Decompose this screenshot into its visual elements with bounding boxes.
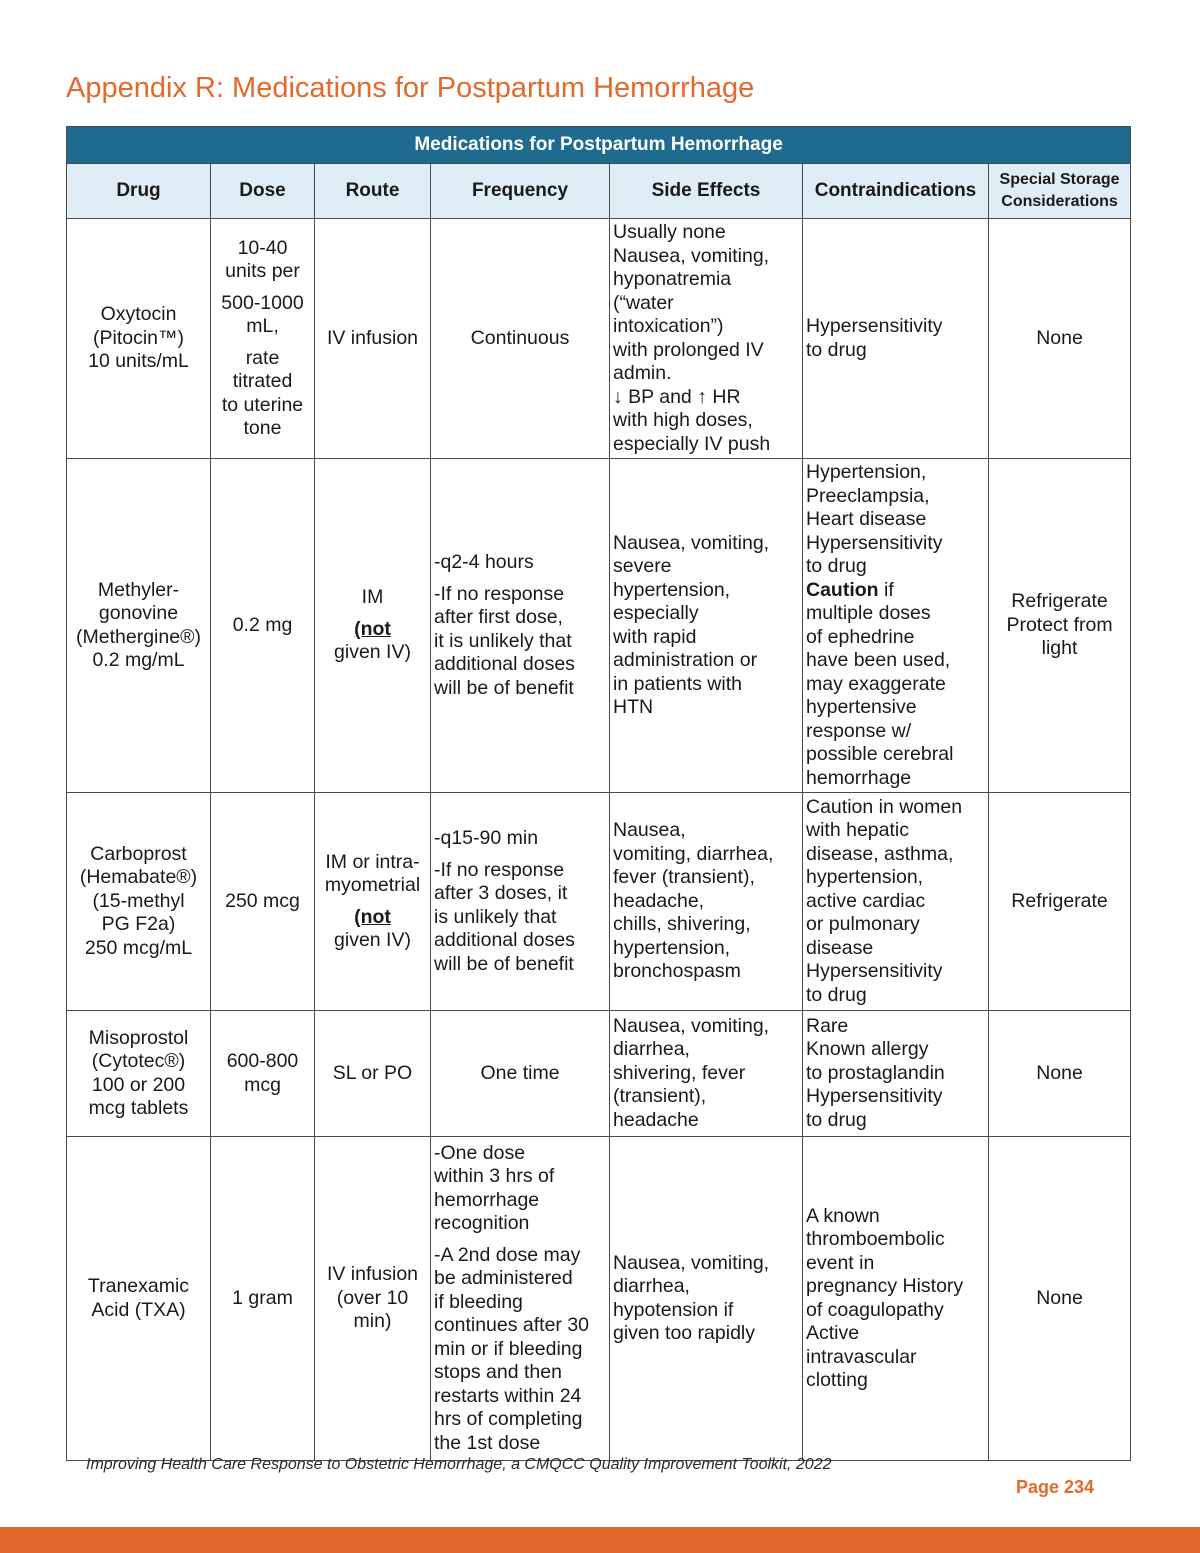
text-line: titrated	[232, 370, 293, 392]
text-line: 500-1000	[221, 291, 304, 314]
text-line: given IV)	[334, 929, 411, 951]
text-line: clotting	[806, 1369, 868, 1391]
text-line: additional doses	[434, 929, 575, 951]
text-line: hrs of completing	[434, 1408, 583, 1431]
text-line: (transient),	[613, 1085, 707, 1108]
header-route: Route	[315, 164, 431, 219]
header-row	[67, 164, 1131, 219]
text-line: A known	[806, 1204, 880, 1227]
text-line: of coagulopathy	[806, 1298, 944, 1321]
text-line: after 3 doses, it	[434, 882, 568, 904]
text-line: to drug	[806, 555, 867, 577]
table-row-methylergonovine	[67, 459, 1131, 793]
text-line: light	[1041, 637, 1078, 660]
text-line: hypertension,	[613, 578, 731, 601]
cell-side-effects	[610, 459, 803, 793]
text-line: -One dose	[434, 1141, 526, 1164]
text-line: (Hemabate®)	[79, 866, 198, 889]
header-storage-line: Special Storage	[999, 171, 1120, 188]
text-line: continues after 30	[434, 1314, 590, 1337]
cell-drug	[67, 793, 211, 1011]
text-line: (Methergine®)	[76, 625, 201, 648]
cell-dose: 250 mcg	[211, 793, 315, 1011]
text-line: fever (transient),	[613, 866, 755, 889]
text-line: hemorrhage	[806, 766, 912, 789]
text-line: Rare	[806, 1014, 849, 1037]
cell-dose	[211, 219, 315, 459]
header-side-effects: Side Effects	[610, 164, 803, 219]
text-line: Hypersensitivity	[806, 960, 943, 983]
text-line: hemorrhage	[434, 1188, 540, 1211]
text-line: -If no response	[434, 582, 565, 605]
text-line: Oxytocin	[100, 303, 177, 326]
text-line: 0.2 mg/mL	[92, 649, 185, 671]
text-line: administration or	[613, 649, 758, 671]
text-line: disease	[806, 936, 874, 959]
text-line: with hepatic	[806, 819, 909, 842]
cell-route	[315, 1137, 431, 1461]
cell-contraindications	[803, 793, 989, 1011]
cell-contraindications	[803, 459, 989, 793]
cell-frequency	[431, 459, 610, 793]
text-line: Nausea,	[613, 819, 686, 842]
text-line: Protect from	[1006, 613, 1113, 636]
text-line: Nausea, vomiting,	[613, 244, 770, 267]
cell-contraindications	[803, 1011, 989, 1137]
caution-line	[806, 579, 985, 603]
text-line: headache,	[613, 889, 705, 912]
text-line: hyponatremia	[613, 268, 732, 290]
text-line: Tranexamic	[87, 1275, 190, 1297]
text-line: severe	[613, 555, 672, 577]
text-line: given too rapidly	[613, 1322, 756, 1344]
text-line: 600-800	[226, 1050, 299, 1072]
text-line: 250 mcg/mL	[84, 936, 193, 959]
cell-storage	[989, 459, 1131, 793]
text-line: -q15-90 min	[434, 827, 539, 849]
text-line: (15-methyl	[92, 889, 185, 912]
cell-dose: 0.2 mg	[211, 459, 315, 793]
text-line: Caution in women	[806, 795, 963, 818]
text-line: hypertension,	[613, 936, 731, 959]
text-line: diarrhea,	[613, 1038, 690, 1061]
cell-drug	[67, 219, 211, 459]
text-line: Hypertension,	[806, 461, 927, 483]
header-storage	[989, 164, 1131, 219]
cell-storage: None	[989, 219, 1131, 459]
text-line: with high doses,	[613, 409, 753, 431]
text-line: mcg	[244, 1073, 281, 1096]
text-line: (over 10	[336, 1286, 409, 1309]
text-line: Refrigerate	[1011, 590, 1108, 613]
text-line: possible cerebral	[806, 743, 954, 765]
text-line: 100 or 200	[91, 1073, 186, 1096]
text-line: Usually none	[613, 221, 726, 243]
cell-route	[315, 459, 431, 793]
text-line: (not	[354, 617, 391, 640]
text-line: will be of benefit	[434, 952, 574, 975]
text-line: intravascular	[806, 1345, 917, 1368]
text-line: vomiting, diarrhea,	[613, 842, 774, 865]
text-line: to drug	[806, 338, 867, 361]
cell-drug	[67, 459, 211, 793]
text-line: Active	[806, 1322, 860, 1344]
text-line: response w/	[806, 719, 912, 742]
cell-frequency	[431, 1137, 610, 1461]
cell-frequency: Continuous	[431, 219, 610, 459]
text-line: Carboprost	[90, 842, 187, 865]
text-line: is unlikely that	[434, 905, 557, 928]
text-line: be administered	[434, 1267, 573, 1290]
text-line: -If no response	[434, 858, 565, 881]
text-line: intoxication”)	[613, 315, 724, 337]
text-line: within 3 hrs of	[434, 1165, 555, 1188]
cell-side-effects	[610, 219, 803, 459]
text-line: event in	[806, 1251, 875, 1274]
text-line: disease, asthma,	[806, 842, 954, 865]
text-line: given IV)	[334, 641, 411, 664]
cell-storage: None	[989, 1011, 1131, 1137]
text-line: IM or intra-	[325, 850, 420, 873]
text-line: Nausea, vomiting,	[613, 1251, 770, 1274]
cell-side-effects	[610, 1137, 803, 1461]
text-line: Nausea, vomiting,	[613, 531, 770, 554]
text-line: (not	[354, 905, 391, 928]
cell-dose	[211, 1011, 315, 1137]
text-line: 10-40	[237, 236, 288, 259]
text-line: Known allergy	[806, 1038, 929, 1061]
page-title: Appendix R: Medications for Postpartum Hemorrhage	[66, 72, 755, 104]
text-line: it is unlikely that	[434, 629, 572, 652]
text-line: Hypersensitivity	[806, 1085, 943, 1108]
page-number: Page 234	[1015, 1477, 1094, 1497]
text-line: active cardiac	[806, 889, 926, 912]
text-line: to drug	[806, 983, 867, 1006]
text-line: units per	[225, 260, 300, 282]
text-line: the 1st dose	[434, 1431, 541, 1454]
text-line: hypertension,	[806, 866, 924, 889]
text-line: especially	[613, 602, 699, 624]
text-line: IM	[361, 586, 384, 609]
cell-frequency: One time	[431, 1011, 610, 1137]
text-line: min)	[353, 1310, 392, 1333]
text-line: hypertensive	[806, 696, 917, 718]
text-line: mL,	[246, 315, 279, 337]
text-line: to uterine	[221, 393, 304, 416]
text-line: (Pitocin™)	[92, 326, 185, 349]
text-line: will be of benefit	[434, 676, 574, 699]
text-line: (“water	[613, 291, 674, 314]
cell-frequency	[431, 793, 610, 1011]
text-line: pregnancy History	[806, 1275, 964, 1297]
text-line: gonovine	[98, 602, 179, 624]
text-line: Preeclampsia,	[806, 484, 930, 507]
table-row-misoprostol	[67, 1011, 1131, 1137]
text-line: Methyler-	[97, 578, 180, 601]
text-line: diarrhea,	[613, 1275, 690, 1297]
cell-drug	[67, 1011, 211, 1137]
cell-drug	[67, 1137, 211, 1461]
text-line: to prostaglandin	[806, 1061, 945, 1084]
text-line: hypotension if	[613, 1298, 734, 1321]
text-line: min or if bleeding	[434, 1337, 583, 1360]
table-banner: Medications for Postpartum Hemorrhage	[67, 127, 1131, 164]
table-row-tranexamic-acid	[67, 1137, 1131, 1461]
header-frequency: Frequency	[431, 164, 610, 219]
text-line: multiple doses	[806, 602, 931, 624]
text-line: Misoprostol	[88, 1026, 189, 1049]
text-line: if bleeding	[434, 1290, 523, 1313]
text-line: myometrial	[324, 874, 421, 896]
text-line: PG F2a)	[101, 913, 176, 936]
table-row-oxytocin	[67, 219, 1131, 459]
text-line: with rapid	[613, 625, 697, 648]
cell-route	[315, 793, 431, 1011]
text-line: stops and then	[434, 1361, 562, 1384]
cell-side-effects	[610, 793, 803, 1011]
text-line: rate	[245, 346, 280, 369]
text-line: thromboembolic	[806, 1228, 945, 1250]
text-line: Nausea, vomiting,	[613, 1014, 770, 1037]
text-line: Hypersensitivity	[806, 531, 943, 554]
medications-table	[66, 126, 1131, 1461]
text-line: Acid (TXA)	[91, 1298, 186, 1321]
text-line: headache	[613, 1108, 699, 1131]
cell-dose: 1 gram	[211, 1137, 315, 1461]
bottom-accent-bar	[0, 1527, 1200, 1553]
text-line: additional doses	[434, 653, 575, 675]
caution-rest: if	[878, 578, 894, 601]
text-line: HTN	[613, 696, 654, 718]
text-line: shivering, fever	[613, 1061, 746, 1084]
header-dose: Dose	[211, 164, 315, 219]
text-line: -q2-4 hours	[434, 551, 534, 573]
cell-contraindications	[803, 1137, 989, 1461]
text-line: chills, shivering,	[613, 913, 751, 936]
text-line: with prolonged IV	[613, 338, 764, 361]
cell-route: IV infusion	[315, 219, 431, 459]
header-drug: Drug	[67, 164, 211, 219]
text-line: (Cytotec®)	[91, 1050, 186, 1072]
text-line: to drug	[806, 1108, 867, 1131]
text-line: Heart disease	[806, 508, 927, 530]
header-storage-line: Considerations	[1001, 193, 1118, 210]
text-line: in patients with	[613, 672, 742, 695]
cell-storage: Refrigerate	[989, 793, 1131, 1011]
text-line: -A 2nd dose may	[434, 1243, 581, 1266]
text-line: after first dose,	[434, 606, 563, 628]
caution-label: Caution	[806, 578, 879, 601]
footer-citation: Improving Health Care Response to Obstetric Hemorrhage, a CMQCC Quality Improvement Toolkit, 2022	[86, 1456, 832, 1473]
cell-storage: None	[989, 1137, 1131, 1461]
text-line: especially IV push	[613, 432, 771, 455]
text-line: or pulmonary	[806, 913, 920, 936]
text-line: ↓ BP and ↑ HR	[613, 385, 741, 408]
text-line: 10 units/mL	[88, 350, 189, 373]
text-line: tone	[243, 417, 282, 439]
cell-contraindications	[803, 219, 989, 459]
text-line: IV infusion	[326, 1263, 419, 1286]
cell-route: SL or PO	[315, 1011, 431, 1137]
text-line: admin.	[613, 362, 672, 384]
text-line: of ephedrine	[806, 625, 915, 648]
cell-side-effects	[610, 1011, 803, 1137]
text-line: may exaggerate	[806, 672, 946, 695]
table-row-carboprost	[67, 793, 1131, 1011]
text-line: recognition	[434, 1212, 530, 1235]
text-line: have been used,	[806, 649, 951, 671]
header-contraindications: Contraindications	[803, 164, 989, 219]
text-line: Hypersensitivity	[806, 315, 943, 337]
text-line: mcg tablets	[88, 1097, 189, 1119]
text-line: bronchospasm	[613, 960, 741, 983]
text-line: restarts within 24	[434, 1384, 582, 1407]
